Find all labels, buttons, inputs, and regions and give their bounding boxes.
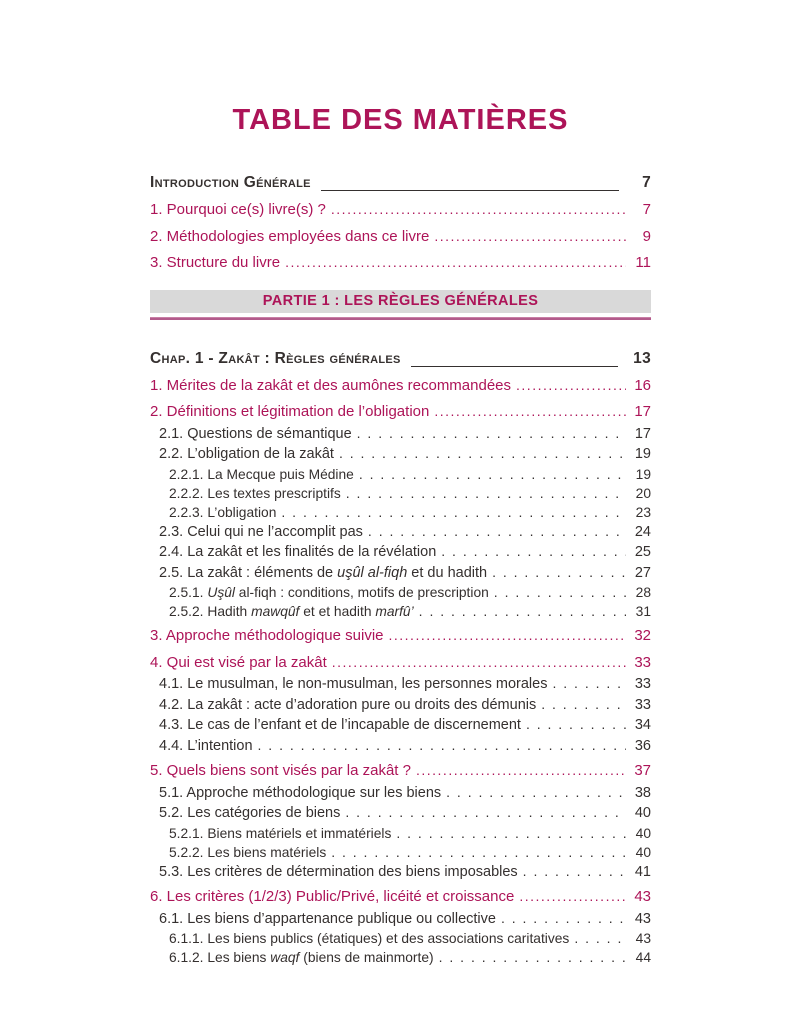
dotted-leader [281,503,626,522]
dotted-leader [523,862,626,883]
dotted-leader [516,374,626,398]
toc-entry-label: 2.2.3. L’obligation [169,504,277,520]
toc-entry-label: 6.1.2. Les biens waqf (biens de mainmorte) [169,950,434,965]
page-number: 25 [634,544,651,560]
dotted-leader [574,929,626,948]
toc-entry-row [150,803,651,824]
page-number: 20 [635,485,651,501]
page-number: 33 [634,696,651,713]
toc-entry-label: 5. Quels biens sont visés par la zakât ? [150,762,411,779]
toc-entry-label: 4.2. La zakât : acte d’adoration pure ou droits des démunis [159,696,537,713]
dotted-leader [434,225,626,249]
toc-entry-label: 4. Qui est visé par la zakât [150,653,327,671]
toc-entry-row [150,736,651,757]
toc-entry-label: 3. Structure du livre [150,254,281,271]
page-number: 40 [635,844,651,860]
page-number: 36 [634,737,651,754]
toc-entry-row [150,503,651,522]
toc-entry-label: 2.5.2. Hadith mawqûf et et hadith marfû’ [169,604,414,619]
toc-entry-row [150,424,651,445]
dotted-leader [359,465,626,484]
toc-entry-row [150,948,651,967]
dotted-leader [552,674,626,695]
toc-entry-label: 2. Méthodologies employées dans ce livre [150,227,430,245]
dotted-leader [368,522,626,543]
toc-entry-row [150,444,651,465]
toc-entry-row [150,862,651,883]
dotted-leader [331,198,626,222]
toc-entry-row [150,674,651,695]
toc-entry-label: 3. Approche méthodologique suivie [150,627,384,644]
dotted-leader [345,803,626,824]
dotted-leader [416,759,626,783]
page-number: 7 [642,174,651,191]
toc-entry-row [150,783,651,804]
toc-entry-row [150,484,651,503]
toc-entry-label: 1. Mérites de la zakât et des aumônes recommandées [150,376,512,394]
dotted-leader [346,484,626,503]
toc-entry-label: 4.3. Le cas de l’enfant et de l’incapable de discernement [159,717,521,733]
toc-entry-label: 6.1.1. Les biens publics (étatiques) et des associations caritatives [169,931,570,946]
dotted-leader [439,948,626,967]
page-number: 43 [634,888,651,905]
page-number: 32 [634,627,651,644]
toc-entry-row [150,374,651,398]
dotted-leader [331,843,626,862]
dotted-leader [389,624,627,648]
page-number: 38 [634,784,651,801]
dotted-leader [441,542,626,563]
toc-entry-row [150,522,651,543]
toc-entry-row [150,563,651,584]
dotted-leader [434,400,626,424]
toc-entry-label: 2.5. La zakât : éléments de uşûl al-fiqh et du hadith [159,564,488,581]
toc-entry-row [150,843,651,862]
page-number: 37 [634,762,651,779]
dotted-leader [419,602,626,621]
page-number: 33 [634,653,651,671]
dotted-leader [446,783,626,804]
page-number: 19 [635,466,651,482]
toc-entry-row [150,759,651,783]
toc-entry-row [150,651,651,675]
dotted-leader [519,885,626,909]
page-number: 17 [634,425,651,442]
toc-entry-label: 5.3. Les critères de détermination des biens imposables [159,863,518,880]
page-number: 11 [635,254,651,271]
toc-entry-label: 2.2.1. La Mecque puis Médine [169,466,354,482]
dotted-leader [396,824,626,843]
page-number: 27 [634,564,651,581]
dotted-leader [501,909,626,930]
page-number: 31 [635,604,651,619]
dotted-leader [339,444,626,465]
toc-heading-row [150,171,651,195]
toc-entry-label: 1. Pourquoi ce(s) livre(s) ? [150,201,326,218]
toc-entry-row [150,583,651,602]
page-number: 24 [634,523,651,540]
toc-heading-label: Chap. 1 - Zakât : Règles générales [150,349,401,367]
part-banner: PARTIE 1 : LES RÈGLES GÉNÉRALES [150,290,651,313]
page-number: 40 [634,805,651,821]
page-number: 9 [642,227,651,245]
page-number: 43 [635,931,651,946]
toc-entry-label: 4.1. Le musulman, le non-musulman, les personnes morales [159,676,548,692]
page-number: 41 [634,863,651,880]
toc-entry-row [150,715,651,736]
page-number: 16 [634,376,651,394]
dotted-leader [492,563,626,584]
dotted-leader [285,251,626,275]
dotted-leader [357,424,626,445]
toc-entry-label: 4.4. L’intention [159,737,253,754]
double-rule-divider [150,317,651,320]
rule-leader [321,190,619,191]
page-number: 40 [635,825,651,841]
toc-heading-label: Introduction Générale [150,174,311,191]
dotted-leader [332,651,626,675]
rule-leader [411,366,618,367]
toc-entry-row [150,225,651,249]
dotted-leader [541,695,626,716]
page-number: 17 [634,403,651,420]
dotted-leader [494,583,626,602]
toc-entry-row [150,824,651,843]
toc-list [150,171,651,967]
page-number: 7 [642,201,651,218]
toc-entry-row [150,542,651,563]
toc-entry-label: 2.2.2. Les textes prescriptifs [169,485,341,501]
toc-entry-row [150,400,651,424]
page-number: 44 [635,950,651,965]
toc-entry-label: 2.3. Celui qui ne l’accomplit pas [159,523,363,540]
page-number: 34 [634,717,651,733]
toc-entry-row [150,929,651,948]
toc-entry-label: 5.2.2. Les biens matériels [169,844,327,860]
page-number: 33 [634,676,651,692]
toc-entry-label: 5.2.1. Biens matériels et immatériels [169,825,392,841]
toc-entry-row [150,251,651,275]
toc-entry-row [150,885,651,909]
page-number: 13 [633,349,651,367]
toc-entry-row [150,624,651,648]
dotted-leader [526,715,626,736]
toc-heading-row [150,347,651,371]
page-title: TABLE DES MATIÈRES [232,104,569,136]
toc-entry-label: 5.2. Les catégories de biens [159,805,341,821]
toc-entry-row [150,198,651,222]
toc-entry-label: 2.1. Questions de sémantique [159,425,352,442]
page-number: 43 [634,910,651,927]
toc-entry-label: 2. Définitions et légitimation de l’obligation [150,403,430,420]
page-number: 23 [635,504,651,520]
toc-entry-label: 6.1. Les biens d’appartenance publique ou collective [159,910,496,927]
page-number: 28 [635,585,651,600]
toc-entry-label: 2.2. L’obligation de la zakât [159,446,334,462]
page-number: 19 [634,446,651,462]
toc-entry-label: 2.4. La zakât et les finalités de la révélation [159,544,437,560]
toc-entry-row [150,695,651,716]
dotted-leader [258,736,626,757]
toc-entry-label: 2.5.1. Uşûl al-fiqh : conditions, motifs de prescription [169,585,489,600]
toc-entry-label: 6. Les critères (1/2/3) Public/Privé, licéité et croissance [150,888,515,905]
toc-entry-row [150,465,651,484]
toc-entry-label: 5.1. Approche méthodologique sur les biens [159,784,442,801]
toc-entry-row [150,909,651,930]
toc-entry-row [150,602,651,621]
